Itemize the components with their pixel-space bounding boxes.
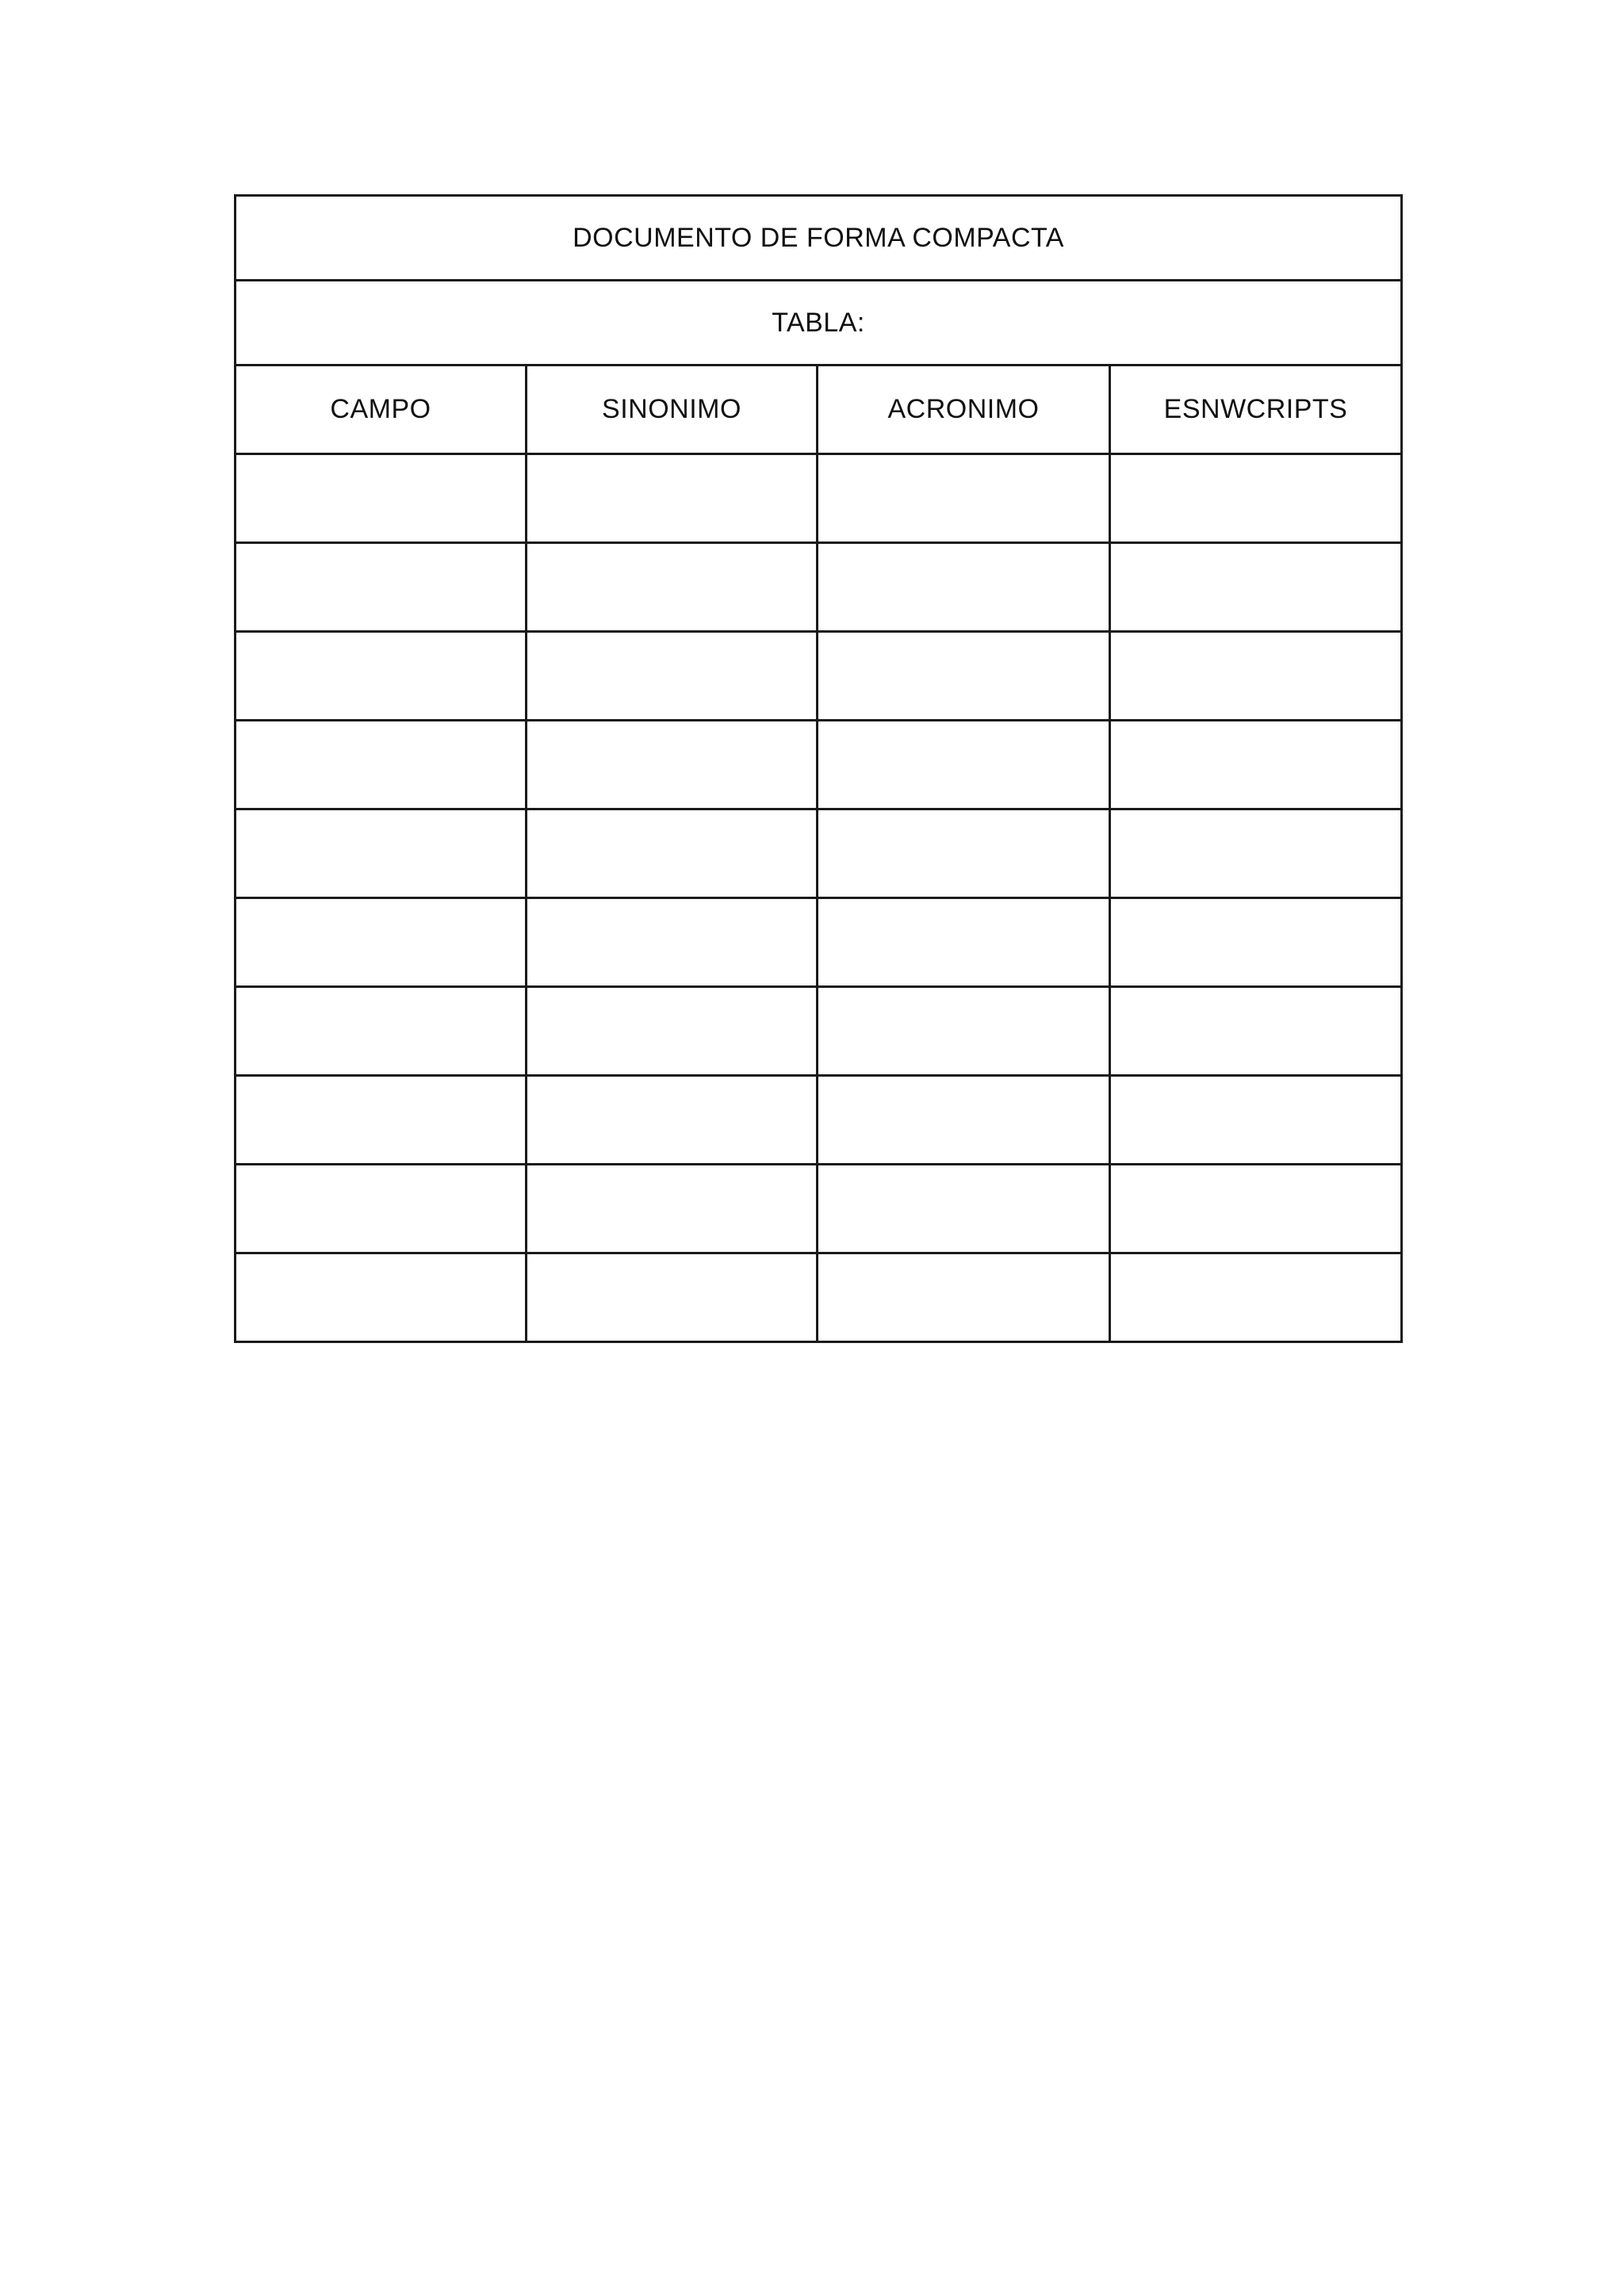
table-cell <box>236 632 527 721</box>
table-cell <box>527 1253 818 1342</box>
table-cell <box>527 721 818 809</box>
table-cell <box>1110 1076 1402 1165</box>
table-cell <box>1110 543 1402 632</box>
table-cell <box>236 721 527 809</box>
table-cell <box>818 809 1110 898</box>
table-cell <box>818 987 1110 1076</box>
table-cell <box>818 543 1110 632</box>
table-cell <box>818 632 1110 721</box>
table-row <box>236 1076 1402 1165</box>
table-cell <box>818 721 1110 809</box>
table-cell <box>1110 1253 1402 1342</box>
table-cell <box>527 632 818 721</box>
table-cell <box>236 898 527 987</box>
column-header-row <box>236 365 1402 454</box>
table-label-row <box>236 281 1402 365</box>
table-row <box>236 454 1402 543</box>
table-row <box>236 898 1402 987</box>
table-cell <box>1110 1165 1402 1253</box>
table-cell <box>527 1076 818 1165</box>
title-row <box>236 196 1402 281</box>
table-row <box>236 1253 1402 1342</box>
table-cell <box>1110 632 1402 721</box>
table-cell <box>1110 721 1402 809</box>
table-cell <box>1110 987 1402 1076</box>
table-cell <box>236 1165 527 1253</box>
table-cell <box>527 987 818 1076</box>
table-row <box>236 987 1402 1076</box>
table-cell <box>1110 809 1402 898</box>
table-cell <box>527 543 818 632</box>
column-header-campo: CAMPO <box>236 365 527 454</box>
table-row <box>236 809 1402 898</box>
table-cell <box>818 1253 1110 1342</box>
column-header-sinonimo: SINONIMO <box>527 365 818 454</box>
table-cell <box>236 809 527 898</box>
table-cell <box>527 809 818 898</box>
table-cell <box>818 1076 1110 1165</box>
table-cell <box>1110 454 1402 543</box>
table-row <box>236 543 1402 632</box>
table-cell <box>236 1076 527 1165</box>
compact-form-table <box>234 194 1403 1343</box>
table-cell <box>236 1253 527 1342</box>
table-row <box>236 1165 1402 1253</box>
table-label: TABLA: <box>236 281 1402 365</box>
table-cell <box>818 454 1110 543</box>
column-header-acronimo: ACRONIMO <box>818 365 1110 454</box>
table-cell <box>818 1165 1110 1253</box>
table-cell <box>1110 898 1402 987</box>
table-cell <box>527 1165 818 1253</box>
table-cell <box>236 987 527 1076</box>
table-cell <box>527 454 818 543</box>
table-cell <box>236 454 527 543</box>
table-row <box>236 721 1402 809</box>
table-row <box>236 632 1402 721</box>
document-title: DOCUMENTO DE FORMA COMPACTA <box>236 196 1402 281</box>
table-cell <box>818 898 1110 987</box>
column-header-esnwcripts: ESNWCRIPTS <box>1110 365 1402 454</box>
table-cell <box>527 898 818 987</box>
table-cell <box>236 543 527 632</box>
